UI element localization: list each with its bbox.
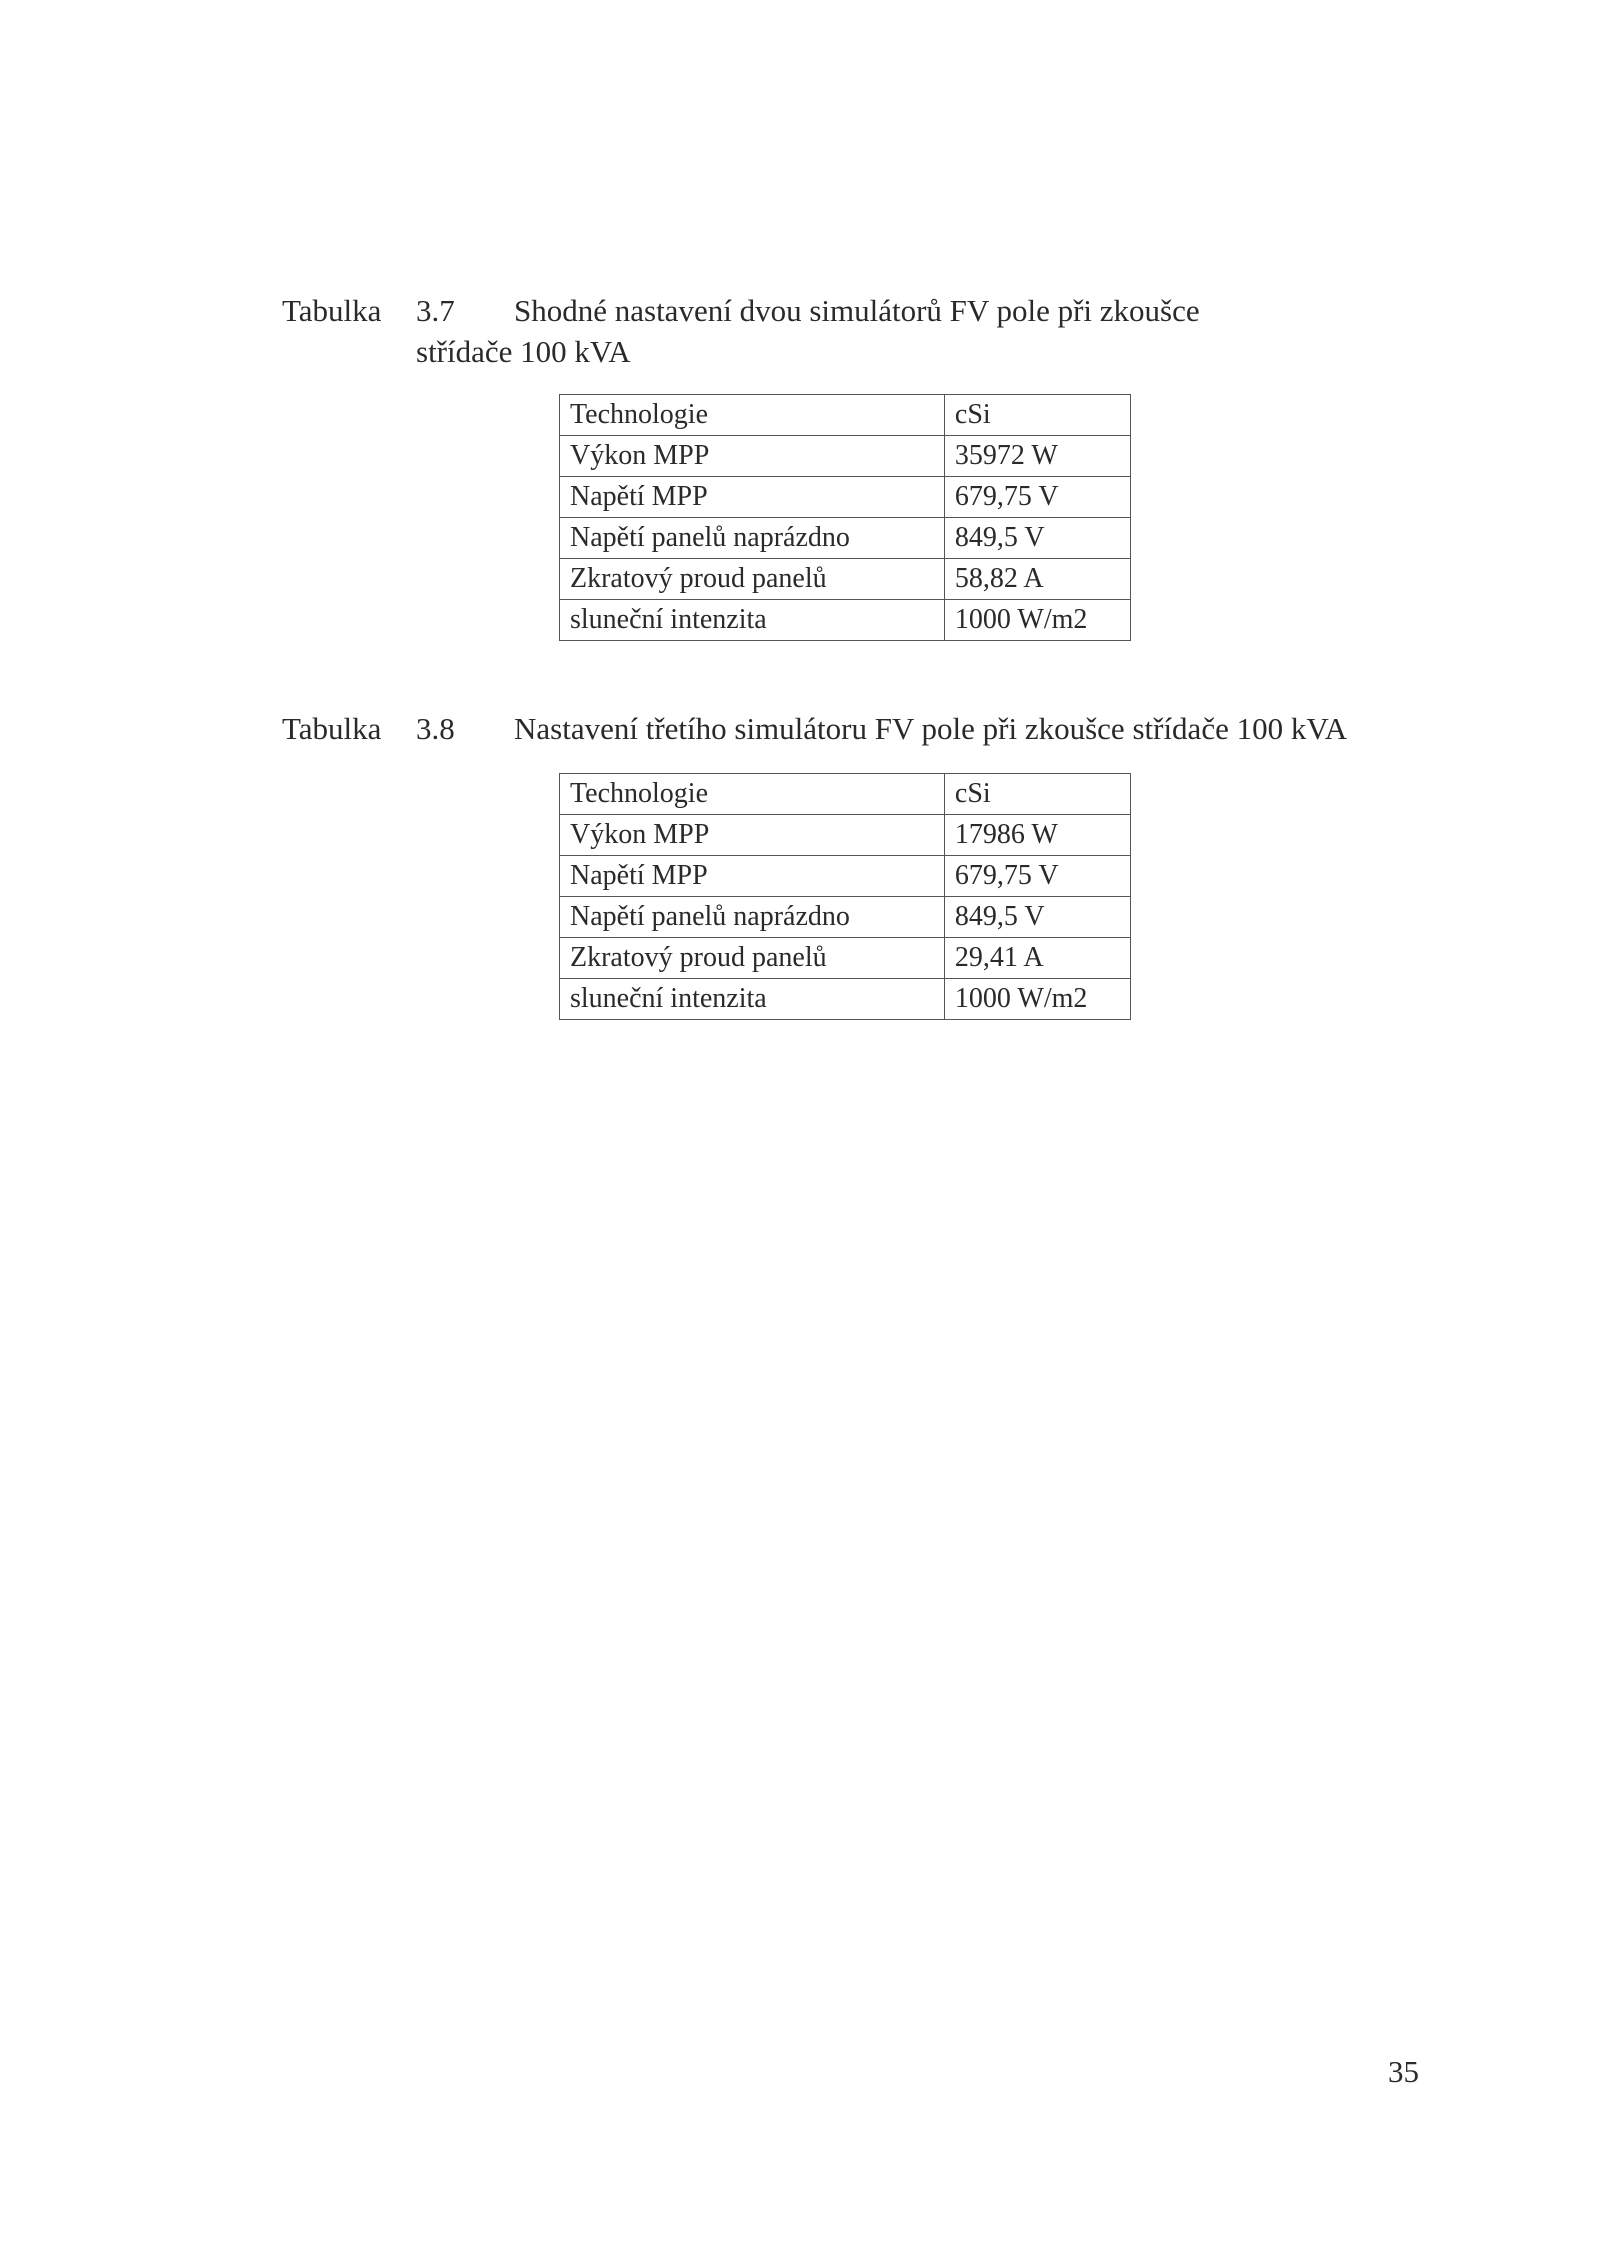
row-label: Zkratový proud panelů xyxy=(560,938,945,979)
caption-text: Nastavení třetího simulátoru FV pole při zkoušce střídače 100 kVA xyxy=(514,711,1348,746)
row-value: 29,41 A xyxy=(944,938,1130,979)
table-row xyxy=(560,938,1131,979)
caption-number: 3.8 xyxy=(416,711,455,746)
caption-text-continued: střídače 100 kVA xyxy=(416,334,631,369)
row-label: Napětí panelů naprázdno xyxy=(560,518,945,559)
table-row xyxy=(560,518,1131,559)
row-label: Technologie xyxy=(560,395,945,436)
row-value: 849,5 V xyxy=(944,897,1130,938)
row-label: Zkratový proud panelů xyxy=(560,559,945,600)
row-label: Výkon MPP xyxy=(560,436,945,477)
table-row xyxy=(560,395,1131,436)
row-value: 679,75 V xyxy=(944,856,1130,897)
row-value: 35972 W xyxy=(944,436,1130,477)
table-row xyxy=(560,559,1131,600)
row-value: 58,82 A xyxy=(944,559,1130,600)
table-row xyxy=(560,815,1131,856)
row-value: cSi xyxy=(944,774,1130,815)
table-row xyxy=(560,600,1131,641)
row-label: sluneční intenzita xyxy=(560,600,945,641)
row-label: Napětí MPP xyxy=(560,856,945,897)
table-3-7 xyxy=(559,394,1131,641)
caption-number: 3.7 xyxy=(416,293,455,328)
table-row xyxy=(560,477,1131,518)
row-value: 1000 W/m2 xyxy=(944,979,1130,1020)
row-value: 679,75 V xyxy=(944,477,1130,518)
row-value: 17986 W xyxy=(944,815,1130,856)
table-row xyxy=(560,897,1131,938)
row-label: sluneční intenzita xyxy=(560,979,945,1020)
row-label: Technologie xyxy=(560,774,945,815)
row-value: 1000 W/m2 xyxy=(944,600,1130,641)
table-row xyxy=(560,774,1131,815)
row-label: Napětí panelů naprázdno xyxy=(560,897,945,938)
caption-label: Tabulka xyxy=(282,711,382,746)
table-caption-3-7 xyxy=(282,290,1282,380)
table-row xyxy=(560,979,1131,1020)
caption-label: Tabulka xyxy=(282,293,382,328)
row-value: 849,5 V xyxy=(944,518,1130,559)
page-number: 35 xyxy=(1388,2054,1419,2089)
row-label: Výkon MPP xyxy=(560,815,945,856)
row-value: cSi xyxy=(944,395,1130,436)
table-caption-3-8 xyxy=(282,708,1422,753)
row-label: Napětí MPP xyxy=(560,477,945,518)
caption-text: Shodné nastavení dvou simulátorů FV pole při zkoušce xyxy=(514,293,1200,328)
table-row xyxy=(560,856,1131,897)
table-row xyxy=(560,436,1131,477)
table-3-8 xyxy=(559,773,1131,1020)
